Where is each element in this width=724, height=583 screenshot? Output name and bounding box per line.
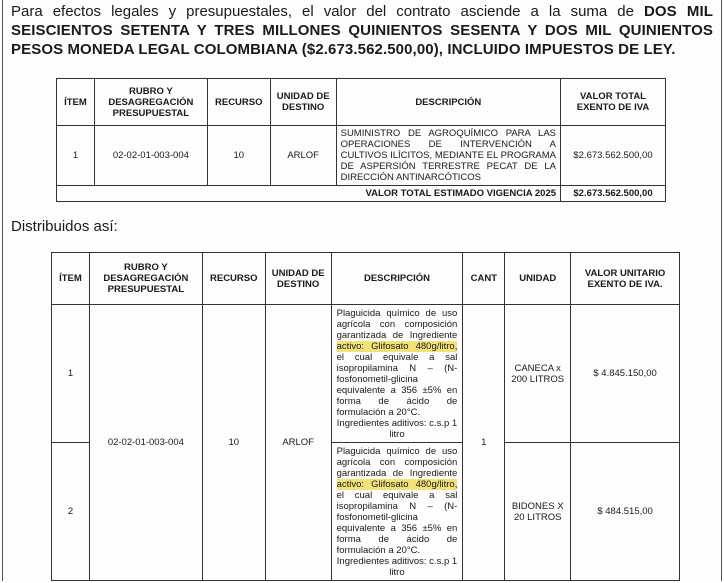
- cell-recurso: 10: [202, 305, 265, 581]
- header-valor-unitario: VALOR UNITARIO EXENTO DE IVA.: [571, 253, 680, 305]
- total-row: [57, 186, 666, 202]
- cell-valor: $ 4.845.150,00: [571, 305, 680, 443]
- cell-item: 2: [52, 443, 90, 581]
- cell-rubro: 02-02-01-003-004: [89, 305, 202, 581]
- cell-unidad: CANECA x 200 LITROS: [505, 305, 571, 443]
- header-recurso: RECURSO: [207, 79, 270, 126]
- table-row: [52, 305, 680, 443]
- intro-paragraph: [11, 2, 713, 59]
- desc-text: el cual equivale a sal isopropilamina N – (N-fosfonometil-glicina equivalente a 356 ±5% en forma de ácido de formulación a 20°C.: [336, 352, 458, 418]
- budget-table: [56, 78, 666, 202]
- cell-descripcion: [331, 443, 463, 581]
- cell-unidad: BIDONES X 20 LITROS: [505, 443, 571, 581]
- table-row: [57, 126, 666, 186]
- distribution-table: [51, 252, 680, 581]
- header-unidad-destino: UNIDAD DE DESTINO: [265, 253, 331, 305]
- desc-text: el cual equivale a sal isopropilamina N – (N-fosfonometil-glicina equivalente a 356 ±5% en forma de ácido de formulación a 20°C.: [336, 490, 458, 556]
- distribution-table-header: [52, 253, 680, 305]
- intro-prefix: Para efectos legales y presupuestales, el valor del contrato asciende a la suma de: [11, 3, 644, 20]
- cell-valor: $ 484.515,00: [571, 443, 680, 581]
- header-unidad-destino: UNIDAD DE DESTINO: [270, 79, 336, 126]
- cell-unidad: ARLOF: [270, 126, 336, 186]
- cell-cant: 1: [463, 305, 505, 581]
- cell-item: 1: [52, 305, 90, 443]
- header-item: ÍTEM: [57, 79, 95, 126]
- header-recurso: RECURSO: [202, 253, 265, 305]
- highlighted-text: activo: Glifosato 480g/litro,: [336, 479, 458, 490]
- cell-recurso: 10: [207, 126, 270, 186]
- header-rubro: RUBRO Y DESAGREGACIÓN PRESUPUESTAL: [89, 253, 202, 305]
- header-item: ÍTEM: [52, 253, 90, 305]
- header-descripcion: DESCRIPCIÓN: [336, 79, 560, 126]
- cell-unidad-destino: ARLOF: [265, 305, 331, 581]
- desc-text: Ingredientes aditivos: c.s.p 1 litro: [336, 556, 458, 578]
- header-descripcion: DESCRIPCIÓN: [331, 253, 463, 305]
- header-cant: CANT: [463, 253, 505, 305]
- cell-descripcion: SUMINISTRO DE AGROQUÍMICO PARA LAS OPERACIONES DE INTERVENCIÓN A CULTIVOS ILÍCITOS, MEDIANTE EL PROGRAMA DE ASPERSIÓN TERRESTRE PECAT DE LA DIRECCIÓN ANTINARCÓTICOS: [336, 126, 560, 186]
- total-label: VALOR TOTAL ESTIMADO VIGENCIA 2025: [336, 186, 560, 202]
- header-rubro: RUBRO Y DESAGREGACIÓN PRESUPUESTAL: [94, 79, 207, 126]
- distrib-label: Distribuidos así:: [11, 218, 118, 235]
- cell-descripcion: [331, 305, 463, 443]
- desc-text: Plaguicida químico de uso agrícola con composición garantizada de Ingrediente: [336, 308, 458, 341]
- cell-item: 1: [57, 126, 95, 186]
- header-unidad: UNIDAD: [505, 253, 571, 305]
- cell-valor: $2.673.562.500,00: [561, 126, 666, 186]
- total-blank: [57, 186, 337, 202]
- intro-amount: DOS MIL SEISCIENTOS SETENTA Y TRES MILLONES QUINIENTOS SESENTA Y DOS MIL QUINIENTOS PESOS MONEDA LEGAL COLOMBIANA ($2.673.562.500,00), INCLUIDO IMPUESTOS DE LEY.: [11, 3, 713, 58]
- desc-text: Ingredientes aditivos: c.s.p 1 litro: [336, 418, 458, 440]
- total-value: $2.673.562.500,00: [561, 186, 666, 202]
- highlighted-text: activo: Glifosato 480g/litro,: [336, 341, 458, 352]
- cell-rubro: 02-02-01-003-004: [94, 126, 207, 186]
- budget-table-header: [57, 79, 666, 126]
- desc-text: Plaguicida químico de uso agrícola con composición garantizada de Ingrediente: [336, 446, 458, 479]
- header-valor-total: VALOR TOTAL EXENTO DE IVA: [561, 79, 666, 126]
